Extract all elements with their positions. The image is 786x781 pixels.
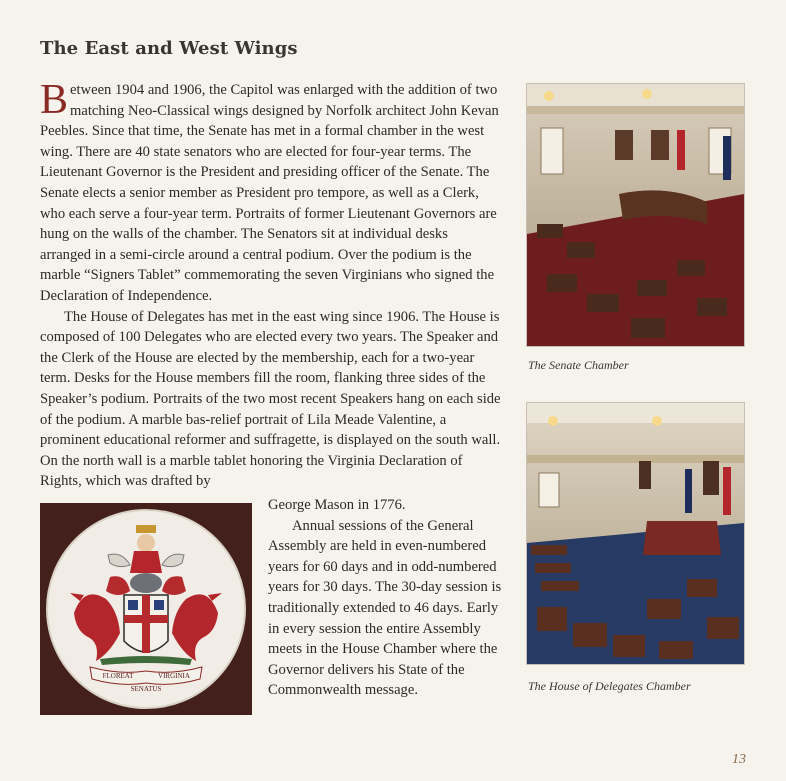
senate-caption: The Senate Chamber <box>528 358 629 372</box>
section-heading: The East and West Wings <box>40 38 298 59</box>
paragraph-sessions: Annual sessions of the General Assembly are held in even-numbered years for 60 days and in odd-numbered years for 30 days. The 30-day session is traditionally extended to 46 days. Early in every session the entire Assembly meets in the House Chamber where the Governor delivers his State of the Commonwealth message. <box>268 517 502 699</box>
paragraph-house-end: George Mason in 1776. <box>268 497 406 513</box>
page-number: 13 <box>732 752 746 767</box>
seal-motto-left: FLOREAT <box>102 672 134 680</box>
body-text <box>40 77 502 492</box>
text-beside-seal <box>268 495 506 701</box>
senate-chamber-photo <box>527 84 744 346</box>
house-caption: The House of Delegates Chamber <box>528 679 691 693</box>
senate-seal-image <box>40 503 252 715</box>
seal-motto-right: VIRGINIA <box>158 672 190 680</box>
drop-cap: B <box>40 77 69 123</box>
paragraph-house: The House of Delegates has met in the east wing since 1906. The House is composed of 100 Delegates who are elected every two years. The Speaker and the Clerk of the House are elected by the membership, each for a two-year term. Desks for the House members fill the room, flanking three sides of the Speaker’s podium. Portraits of the two most recent Speakers hang on each side of the podium. A marble bas-relief portrait of Lila Meade Valentine, a prominent educational reformer and suffragette, is displayed on the south wall. On the north wall is a marble tablet honoring the Virginia Declaration of Rights, which was drafted by <box>40 308 501 490</box>
house-chamber-photo <box>527 403 744 664</box>
seal-motto-bottom: SENATUS <box>130 685 162 693</box>
paragraph-senate-text: etween 1904 and 1906, the Capitol was enlarged with the addition of two matching Neo-Classical wings designed by Norfolk architect John Kevan Peebles. Since that time, the Senate has met in a formal chamber in the west wing. There are 40 state senators who are elected for four-year terms. The Lieutenant Governor is the President and presiding officer of the Senate. The Senate elects a senior member as President pro tempore, as well as a Clerk, who each serve a four-year term. Portraits of former Lieutenant Governors are hung on the walls of the chamber. The Senators sit at individual desks arranged in a semi-circle around a central podium. Over the podium is the marble “Signers Tablet” commemorating the seven Virginians who signed the Declaration of Independence. <box>40 82 499 304</box>
paragraph-senate <box>40 77 502 307</box>
